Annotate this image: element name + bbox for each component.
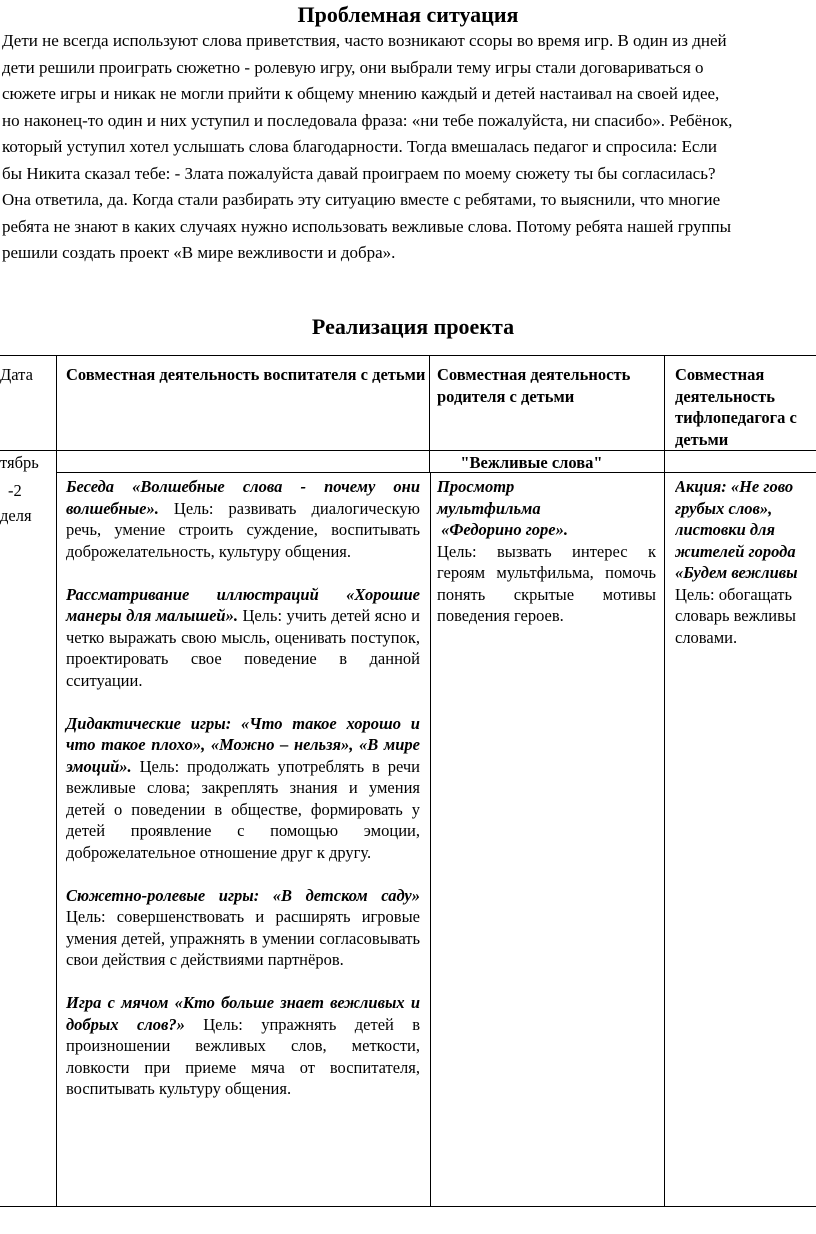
activity-item — [66, 584, 420, 692]
activity-item — [66, 476, 420, 562]
intro-paragraph — [2, 28, 816, 267]
activity-title: Просмотр — [437, 477, 515, 496]
activity-item — [66, 992, 420, 1100]
intro-line: который уступил хотел услышать слова благодарности. Тогда вмешалась педагог и спросила: Если — [2, 137, 718, 156]
activity-title: Рассматривание иллюстраций «Хорошие манеры для малышей». — [66, 584, 420, 625]
activity-text: Цель: упражнять детей в произношении вежливых слов, меткости, ловкости при приеме мяча от воспитателя, воспитывать культуру общения. — [66, 1014, 420, 1098]
intro-line: ребята не знают в каких случаях нужно использовать вежливые слова. Потому ребята нашей группы — [2, 216, 732, 236]
activity-title: Игра с мячом «Кто больше знает вежливых и добрых слов?» — [66, 993, 420, 1034]
header-parent-activity: Совместная деятельность родителя с детьми — [437, 365, 631, 406]
theme-row: "Вежливые слова" — [460, 453, 603, 472]
section-title: Реализация проекта — [311, 314, 515, 339]
activity-title: мультфильма — [437, 498, 541, 518]
header-line: детьми — [675, 429, 729, 449]
activity-title: Акция: «Не гово — [675, 477, 794, 496]
activity-item — [66, 713, 420, 864]
header-line: Совместная — [675, 365, 765, 384]
intro-line: Дети не всегда используют слова приветствия, часто возникают ссоры во время игр. В один из дней — [2, 31, 727, 50]
activity-text: Цель: обогащать — [675, 584, 793, 604]
table-border — [664, 472, 665, 1206]
activity-text: словарь вежливы — [675, 606, 796, 625]
page-title: Проблемная ситуация — [297, 2, 519, 27]
date-month: тябрь — [0, 453, 39, 472]
activity-text: Цель: совершенствовать и расширять игровые умения детей, упражнять в умении согласовывать свои действия с действиями партнёров. — [66, 907, 420, 969]
table-border — [0, 355, 816, 356]
date-cell — [0, 452, 55, 527]
header-line: тифлопедагога с — [675, 408, 797, 427]
activity-title: листовки для — [675, 520, 776, 539]
header-teacher-activity: Совместная деятельность воспитателя с детьми — [66, 365, 426, 384]
activity-title: Сюжетно-ролевые игры: «В детском саду» — [66, 885, 420, 905]
intro-line: Она ответила, да. Когда стали разбирать эту ситуацию вместе с ребятами, то выяснили, что многие — [2, 190, 721, 209]
activity-text: Цель: развивать диалогическую речь, умение строить суждение, воспитывать доброжелательность, культуру общения. — [66, 498, 420, 561]
activity-title: Беседа «Волшебные слова - почему они волшебные». — [66, 477, 420, 518]
activity-item — [66, 885, 420, 971]
activity-title: «Федорино горе». — [437, 520, 569, 539]
activity-title: «Будем вежливы — [675, 563, 798, 582]
date-week: деля — [0, 506, 32, 525]
activity-title: Дидактические игры: «Что такое хорошо и что такое плохо», «Можно – нельзя», «В мире эмоций». — [66, 713, 420, 776]
table-border — [430, 472, 431, 1206]
table-border — [56, 355, 57, 1206]
date-range: -2 — [8, 480, 22, 500]
tiflopedagogue-activities — [675, 476, 816, 648]
teacher-activities — [66, 476, 420, 1121]
activity-text: словами. — [675, 627, 738, 647]
activity-title: грубых слов», — [675, 498, 773, 518]
intro-line: дети решили проиграть сюжетно - ролевую игру, они выбрали тему игры стали договариваться о — [2, 57, 704, 77]
activity-text: Цель: учить детей ясно и четко выражать свою мысль, оценивать поступок, проектировать свое поведение в данной сситуации. — [66, 606, 420, 690]
header-tiflopedagogue-activity — [675, 364, 816, 450]
intro-line: но наконец-то один и них уступил и последовала фраза: «ни тебе пожалуйста, ни спасибо». Ребёнок, — [2, 110, 733, 130]
header-line: деятельность — [675, 386, 775, 406]
activity-text: Цель: продолжать употреблять в речи вежливые слова; закреплять знания и умения детей о поведении в обществе, формировать у детей проявление с помощью эмоции, доброжелательное отношение друг к другу. — [66, 756, 420, 862]
activity-text: Цель: вызвать интерес к героям мультфильма, помочь понять скрытые мотивы поведения героев. — [437, 541, 656, 625]
header-date: Дата — [0, 365, 33, 384]
intro-line: бы Никита сказал тебе: - Злата пожалуйста давай проиграем по моему сюжету ты бы согласилась? — [2, 163, 716, 183]
activity-title: жителей города — [675, 541, 796, 561]
parent-activities — [437, 476, 656, 627]
intro-line: решили создать проект «В мире вежливости и добра». — [2, 243, 396, 262]
table-border — [0, 450, 816, 451]
table-border — [0, 1206, 816, 1207]
intro-line: сюжете игры и никак не могли прийти к общему мнению каждый и детей настаивал на своей идее, — [2, 84, 720, 103]
